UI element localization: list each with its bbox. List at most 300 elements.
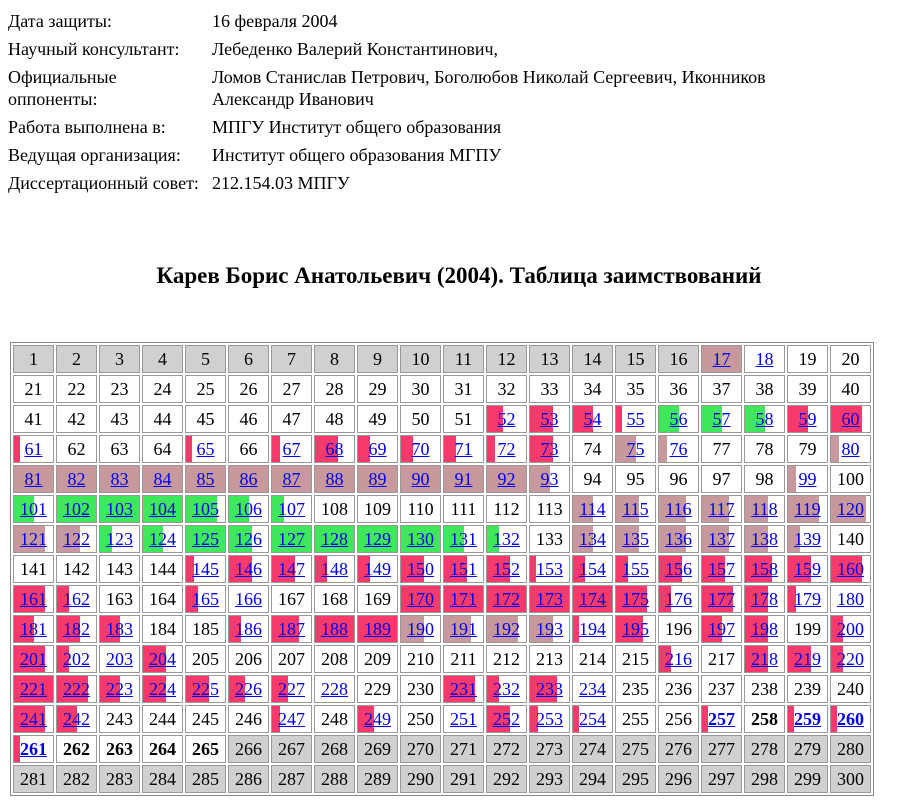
page-link[interactable]: 145: [192, 559, 219, 579]
page-link[interactable]: 174: [579, 589, 606, 609]
page-cell[interactable]: [830, 615, 871, 643]
page-link[interactable]: 171: [450, 589, 477, 609]
page-link[interactable]: 86: [239, 469, 258, 489]
page-link[interactable]: 203: [106, 649, 133, 669]
page-cell[interactable]: [357, 465, 398, 493]
page-link[interactable]: 153: [536, 559, 563, 579]
page-link[interactable]: 115: [622, 499, 649, 519]
page-cell[interactable]: [615, 435, 656, 463]
page-link[interactable]: 151: [450, 559, 477, 579]
page-link[interactable]: 155: [622, 559, 649, 579]
page-link[interactable]: 101: [20, 499, 47, 519]
page-link[interactable]: 90: [411, 469, 430, 489]
page-cell[interactable]: [529, 585, 570, 613]
page-cell[interactable]: [701, 585, 742, 613]
page-link[interactable]: 130: [407, 529, 434, 549]
page-link[interactable]: 252: [493, 709, 520, 729]
page-cell[interactable]: [99, 465, 140, 493]
page-cell[interactable]: [615, 495, 656, 523]
page-link[interactable]: 126: [235, 529, 262, 549]
page-link[interactable]: 138: [751, 529, 778, 549]
page-cell[interactable]: [228, 615, 269, 643]
page-cell[interactable]: [142, 525, 183, 553]
page-link[interactable]: 158: [751, 559, 778, 579]
page-cell[interactable]: [185, 465, 226, 493]
page-link[interactable]: 123: [106, 529, 133, 549]
page-link[interactable]: 152: [493, 559, 520, 579]
page-link[interactable]: 197: [708, 619, 735, 639]
page-cell[interactable]: [228, 585, 269, 613]
page-number: 112: [493, 499, 520, 519]
page-cell[interactable]: [529, 675, 570, 703]
page-cell[interactable]: [357, 525, 398, 553]
page-cell[interactable]: [486, 435, 527, 463]
page-cell[interactable]: [99, 525, 140, 553]
page-link[interactable]: 173: [536, 589, 563, 609]
page-cell[interactable]: [400, 585, 441, 613]
page-link[interactable]: 242: [63, 709, 90, 729]
page-link[interactable]: 103: [106, 499, 133, 519]
page-link[interactable]: 68: [325, 439, 344, 459]
page-link[interactable]: 253: [536, 709, 563, 729]
page-cell[interactable]: [658, 495, 699, 523]
page-link[interactable]: 61: [24, 439, 43, 459]
page-cell[interactable]: [56, 465, 97, 493]
page-cell[interactable]: [400, 555, 441, 583]
page-link[interactable]: 216: [665, 649, 692, 669]
page-link[interactable]: 165: [192, 589, 219, 609]
page-cell[interactable]: [13, 465, 54, 493]
page-cell[interactable]: [357, 435, 398, 463]
page-cell[interactable]: [185, 555, 226, 583]
page-link[interactable]: 231: [450, 679, 477, 699]
page-cell[interactable]: [830, 495, 871, 523]
page-link[interactable]: 55: [626, 409, 645, 429]
page-cell[interactable]: [486, 675, 527, 703]
page-link[interactable]: 107: [278, 499, 305, 519]
page-cell[interactable]: [529, 465, 570, 493]
page-link[interactable]: 146: [235, 559, 262, 579]
page-cell[interactable]: [787, 495, 828, 523]
page-cell[interactable]: [56, 645, 97, 673]
page-cell[interactable]: [658, 435, 699, 463]
page-link[interactable]: 188: [321, 619, 348, 639]
page-cell[interactable]: [486, 405, 527, 433]
page-link[interactable]: 118: [751, 499, 778, 519]
page-link[interactable]: 149: [364, 559, 391, 579]
page-cell[interactable]: [701, 615, 742, 643]
page-cell[interactable]: [658, 645, 699, 673]
page-cell[interactable]: [142, 465, 183, 493]
page-cell[interactable]: [615, 525, 656, 553]
page-link[interactable]: 193: [536, 619, 563, 639]
page-link[interactable]: 147: [278, 559, 305, 579]
page-cell[interactable]: [99, 675, 140, 703]
page-cell[interactable]: [486, 705, 527, 733]
page-cell[interactable]: [314, 615, 355, 643]
page-cell[interactable]: [271, 555, 312, 583]
page-link[interactable]: 121: [20, 529, 47, 549]
page-link[interactable]: 69: [368, 439, 387, 459]
page-link[interactable]: 218: [751, 649, 778, 669]
page-cell[interactable]: [572, 585, 613, 613]
page-cell[interactable]: [658, 405, 699, 433]
page-cell[interactable]: [486, 615, 527, 643]
page-cell[interactable]: [443, 555, 484, 583]
page-link[interactable]: 137: [708, 529, 735, 549]
page-link[interactable]: 85: [196, 469, 215, 489]
page-cell[interactable]: [701, 345, 742, 373]
page-link[interactable]: 227: [278, 679, 305, 699]
page-cell: [142, 705, 183, 733]
page-link[interactable]: 122: [63, 529, 90, 549]
page-link[interactable]: 177: [708, 589, 735, 609]
page-link[interactable]: 92: [497, 469, 516, 489]
page-link[interactable]: 89: [368, 469, 387, 489]
page-cell[interactable]: [830, 705, 871, 733]
page-link[interactable]: 73: [540, 439, 559, 459]
page-link[interactable]: 219: [794, 649, 821, 669]
page-cell[interactable]: [56, 615, 97, 643]
page-cell[interactable]: [787, 525, 828, 553]
page-cell[interactable]: [830, 435, 871, 463]
page-cell[interactable]: [443, 675, 484, 703]
page-link[interactable]: 125: [192, 529, 219, 549]
page-cell[interactable]: [271, 525, 312, 553]
page-link[interactable]: 259: [794, 709, 821, 729]
page-link[interactable]: 93: [540, 469, 559, 489]
page-cell[interactable]: [744, 555, 785, 583]
page-cell[interactable]: [271, 615, 312, 643]
page-cell[interactable]: [572, 495, 613, 523]
page-link[interactable]: 81: [24, 469, 43, 489]
page-cell[interactable]: [658, 585, 699, 613]
page-cell[interactable]: [357, 615, 398, 643]
page-cell[interactable]: [701, 405, 742, 433]
page-link[interactable]: 224: [149, 679, 176, 699]
page-cell[interactable]: [185, 435, 226, 463]
page-cell[interactable]: [615, 405, 656, 433]
page-cell[interactable]: [443, 705, 484, 733]
page-cell[interactable]: [787, 585, 828, 613]
page-cell[interactable]: [572, 525, 613, 553]
page-cell[interactable]: [529, 555, 570, 583]
page-link[interactable]: 154: [579, 559, 606, 579]
page-cell[interactable]: [99, 645, 140, 673]
page-link[interactable]: 132: [493, 529, 520, 549]
page-cell[interactable]: [787, 645, 828, 673]
page-link[interactable]: 183: [106, 619, 133, 639]
page-cell[interactable]: [56, 525, 97, 553]
page-link[interactable]: 88: [325, 469, 344, 489]
page-link[interactable]: 178: [751, 589, 778, 609]
page-cell[interactable]: [486, 525, 527, 553]
page-link[interactable]: 58: [755, 409, 774, 429]
page-cell[interactable]: [443, 525, 484, 553]
page-link[interactable]: 84: [153, 469, 172, 489]
page-link[interactable]: 192: [493, 619, 520, 639]
page-link[interactable]: 221: [20, 679, 47, 699]
page-cell[interactable]: [572, 705, 613, 733]
page-link[interactable]: 175: [622, 589, 649, 609]
page-cell[interactable]: [744, 615, 785, 643]
page-cell[interactable]: [529, 405, 570, 433]
page-cell[interactable]: [13, 675, 54, 703]
page-link[interactable]: 136: [665, 529, 692, 549]
page-link[interactable]: 72: [497, 439, 516, 459]
page-link[interactable]: 119: [794, 499, 821, 519]
page-cell[interactable]: [830, 645, 871, 673]
page-link[interactable]: 222: [63, 679, 90, 699]
page-cell[interactable]: [572, 615, 613, 643]
page-cell[interactable]: [830, 585, 871, 613]
page-cell[interactable]: [572, 405, 613, 433]
page-link[interactable]: 57: [712, 409, 731, 429]
page-link[interactable]: 127: [278, 529, 305, 549]
page-link[interactable]: 251: [450, 709, 477, 729]
page-cell[interactable]: [228, 675, 269, 703]
page-cell[interactable]: [400, 465, 441, 493]
page-cell[interactable]: [13, 735, 54, 763]
page-link[interactable]: 172: [493, 589, 520, 609]
page-cell[interactable]: [314, 675, 355, 703]
page-cell[interactable]: [529, 435, 570, 463]
page-cell[interactable]: [314, 525, 355, 553]
page-link[interactable]: 161: [20, 589, 47, 609]
page-cell[interactable]: [228, 525, 269, 553]
page-link[interactable]: 166: [235, 589, 262, 609]
page-link[interactable]: 124: [149, 529, 176, 549]
page-link[interactable]: 128: [321, 529, 348, 549]
page-link[interactable]: 180: [837, 589, 864, 609]
page-cell[interactable]: [271, 705, 312, 733]
page-cell[interactable]: [701, 705, 742, 733]
page-link[interactable]: 261: [20, 739, 47, 759]
page-link[interactable]: 200: [837, 619, 864, 639]
page-link[interactable]: 225: [192, 679, 219, 699]
page-cell[interactable]: [486, 585, 527, 613]
page-cell[interactable]: [142, 495, 183, 523]
page-link[interactable]: 198: [751, 619, 778, 639]
page-link[interactable]: 260: [837, 709, 864, 729]
page-link[interactable]: 54: [583, 409, 602, 429]
page-cell[interactable]: [830, 405, 871, 433]
page-link[interactable]: 189: [364, 619, 391, 639]
page-cell[interactable]: [185, 495, 226, 523]
page-link[interactable]: 135: [622, 529, 649, 549]
page-link[interactable]: 201: [20, 649, 47, 669]
page-link[interactable]: 17: [712, 349, 731, 369]
page-number: 62: [67, 439, 86, 459]
page-cell[interactable]: [13, 525, 54, 553]
page-cell[interactable]: [615, 585, 656, 613]
page-link[interactable]: 139: [794, 529, 821, 549]
page-link[interactable]: 179: [794, 589, 821, 609]
page-link[interactable]: 234: [579, 679, 606, 699]
page-cell[interactable]: [271, 435, 312, 463]
page-link[interactable]: 194: [579, 619, 606, 639]
page-link[interactable]: 249: [364, 709, 391, 729]
page-cell[interactable]: [13, 705, 54, 733]
page-cell[interactable]: [744, 495, 785, 523]
page-link[interactable]: 99: [798, 469, 817, 489]
page-cell[interactable]: [185, 585, 226, 613]
page-link[interactable]: 65: [196, 439, 215, 459]
page-link[interactable]: 104: [149, 499, 176, 519]
page-cell[interactable]: [529, 615, 570, 643]
page-link[interactable]: 131: [450, 529, 477, 549]
page-cell[interactable]: [787, 405, 828, 433]
page-link[interactable]: 114: [579, 499, 606, 519]
page-cell[interactable]: [271, 495, 312, 523]
page-link[interactable]: 60: [841, 409, 860, 429]
page-link[interactable]: 187: [278, 619, 305, 639]
page-link[interactable]: 67: [282, 439, 301, 459]
page-cell[interactable]: [400, 615, 441, 643]
page-cell[interactable]: [56, 675, 97, 703]
page-link[interactable]: 233: [536, 679, 563, 699]
page-cell[interactable]: [658, 525, 699, 553]
page-link[interactable]: 156: [665, 559, 692, 579]
page-link[interactable]: 181: [20, 619, 47, 639]
page-cell[interactable]: [701, 495, 742, 523]
page-link[interactable]: 254: [579, 709, 606, 729]
page-link[interactable]: 106: [235, 499, 262, 519]
page-link[interactable]: 247: [278, 709, 305, 729]
page-link[interactable]: 159: [794, 559, 821, 579]
page-link[interactable]: 134: [579, 529, 606, 549]
page-link[interactable]: 232: [493, 679, 520, 699]
page-link[interactable]: 52: [497, 409, 516, 429]
page-link[interactable]: 176: [665, 589, 692, 609]
page-link[interactable]: 116: [665, 499, 692, 519]
page-link[interactable]: 102: [63, 499, 90, 519]
page-cell[interactable]: [271, 675, 312, 703]
page-link[interactable]: 195: [622, 619, 649, 639]
page-link[interactable]: 148: [321, 559, 348, 579]
page-cell[interactable]: [744, 405, 785, 433]
page-cell[interactable]: [744, 525, 785, 553]
page-cell[interactable]: [13, 585, 54, 613]
page-link[interactable]: 83: [110, 469, 129, 489]
page-link[interactable]: 53: [540, 409, 559, 429]
page-cell[interactable]: [830, 555, 871, 583]
page-cell[interactable]: [185, 675, 226, 703]
page-cell[interactable]: [228, 465, 269, 493]
page-link[interactable]: 202: [63, 649, 90, 669]
page-link[interactable]: 160: [837, 559, 864, 579]
page-cell[interactable]: [615, 615, 656, 643]
page-link[interactable]: 191: [450, 619, 477, 639]
page-cell[interactable]: [228, 555, 269, 583]
page-link[interactable]: 105: [192, 499, 219, 519]
page-cell[interactable]: [56, 495, 97, 523]
page-link[interactable]: 204: [149, 649, 176, 669]
page-cell[interactable]: [13, 645, 54, 673]
page-link[interactable]: 75: [626, 439, 645, 459]
page-link[interactable]: 91: [454, 469, 473, 489]
page-link[interactable]: 129: [364, 529, 391, 549]
page-link[interactable]: 223: [106, 679, 133, 699]
page-cell[interactable]: [271, 465, 312, 493]
page-link[interactable]: 71: [454, 439, 473, 459]
page-cell[interactable]: [185, 525, 226, 553]
page-link[interactable]: 150: [407, 559, 434, 579]
page-cell[interactable]: [314, 555, 355, 583]
page-cell[interactable]: [658, 555, 699, 583]
page-cell[interactable]: [443, 465, 484, 493]
page-cell[interactable]: [56, 585, 97, 613]
page-cell[interactable]: [400, 525, 441, 553]
page-cell[interactable]: [443, 615, 484, 643]
page-link[interactable]: 182: [63, 619, 90, 639]
page-link[interactable]: 190: [407, 619, 434, 639]
page-cell[interactable]: [357, 555, 398, 583]
page-link[interactable]: 76: [669, 439, 688, 459]
page-link[interactable]: 18: [755, 349, 774, 369]
page-cell[interactable]: [701, 525, 742, 553]
page-cell[interactable]: [357, 705, 398, 733]
page-cell[interactable]: [142, 675, 183, 703]
page-cell[interactable]: [701, 555, 742, 583]
page-cell[interactable]: [13, 495, 54, 523]
page-link[interactable]: 80: [841, 439, 860, 459]
page-link[interactable]: 59: [798, 409, 817, 429]
page-cell[interactable]: [615, 555, 656, 583]
page-link[interactable]: 56: [669, 409, 688, 429]
page-cell[interactable]: [486, 465, 527, 493]
page-cell[interactable]: [572, 555, 613, 583]
page-link[interactable]: 70: [411, 439, 430, 459]
page-cell[interactable]: [787, 705, 828, 733]
page-cell[interactable]: [314, 435, 355, 463]
page-link[interactable]: 82: [67, 469, 86, 489]
page-cell[interactable]: [13, 615, 54, 643]
page-link[interactable]: 220: [837, 649, 864, 669]
page-cell[interactable]: [314, 465, 355, 493]
page-link[interactable]: 257: [708, 709, 735, 729]
page-cell[interactable]: [99, 495, 140, 523]
page-cell[interactable]: [400, 435, 441, 463]
page-cell[interactable]: [443, 435, 484, 463]
page-cell[interactable]: [142, 645, 183, 673]
page-link[interactable]: 186: [235, 619, 262, 639]
page-cell: [228, 765, 269, 793]
page-cell[interactable]: [744, 645, 785, 673]
page-cell[interactable]: [228, 495, 269, 523]
page-link[interactable]: 117: [708, 499, 735, 519]
page-link[interactable]: 170: [407, 589, 434, 609]
page-cell[interactable]: [56, 705, 97, 733]
page-cell[interactable]: [744, 585, 785, 613]
page-cell[interactable]: [787, 465, 828, 493]
page-cell[interactable]: [572, 675, 613, 703]
page-link[interactable]: 226: [235, 679, 262, 699]
page-link[interactable]: 228: [321, 679, 348, 699]
page-cell[interactable]: [13, 435, 54, 463]
page-link[interactable]: 162: [63, 589, 90, 609]
page-cell[interactable]: [529, 705, 570, 733]
page-link[interactable]: 87: [282, 469, 301, 489]
page-link[interactable]: 157: [708, 559, 735, 579]
page-cell[interactable]: [99, 615, 140, 643]
page-cell[interactable]: [787, 555, 828, 583]
page-link[interactable]: 241: [20, 709, 47, 729]
page-cell[interactable]: [443, 585, 484, 613]
page-link[interactable]: 120: [837, 499, 864, 519]
page-cell[interactable]: [486, 555, 527, 583]
page-cell[interactable]: [744, 345, 785, 373]
